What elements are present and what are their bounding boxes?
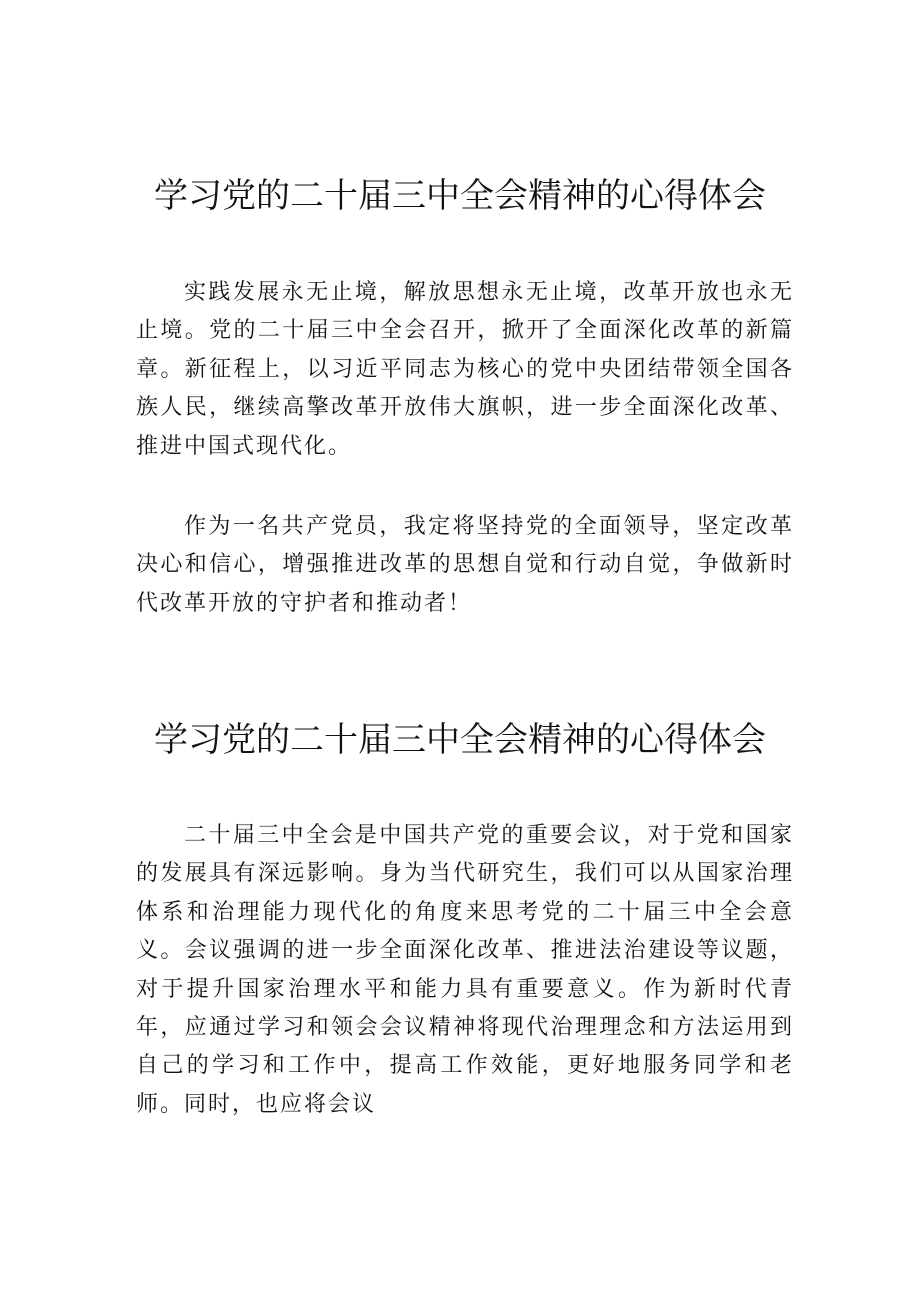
paragraph: 作为一名共产党员，我定将坚持党的全面领导，坚定改革决心和信心，增强推进改革的思想自觉和行动自觉，争做新时代改革开放的守护者和推动者！ <box>136 514 794 616</box>
section-title: 学习党的二十届三中全会精神的心得体会 <box>154 176 766 216</box>
section-title: 学习党的二十届三中全会精神的心得体会 <box>154 720 766 760</box>
paragraph: 实践发展永无止境，解放思想永无止境，改革开放也永无止境。党的二十届三中全会召开，掀开了全面深化改革的新篇章。新征程上，以习近平同志为核心的党中央团结带领全国各族人民，继续高擎改革开放伟大旗帜，进一步全面深化改革、推进中国式现代化。 <box>136 280 794 459</box>
paragraph: 二十届三中全会是中国共产党的重要会议，对于党和国家的发展具有深远影响。身为当代研究生，我们可以从国家治理体系和治理能力现代化的角度来思考党的二十届三中全会意义。会议强调的进一步全面深化改革、推进法治建设等议题，对于提升国家治理水平和能力具有重要意义。作为新时代青年，应通过学习和领会会议精神将现代治理理念和方法运用到自己的学习和工作中，提高工作效能，更好地服务同学和老师。同时，也应将会议 <box>136 823 794 1117</box>
